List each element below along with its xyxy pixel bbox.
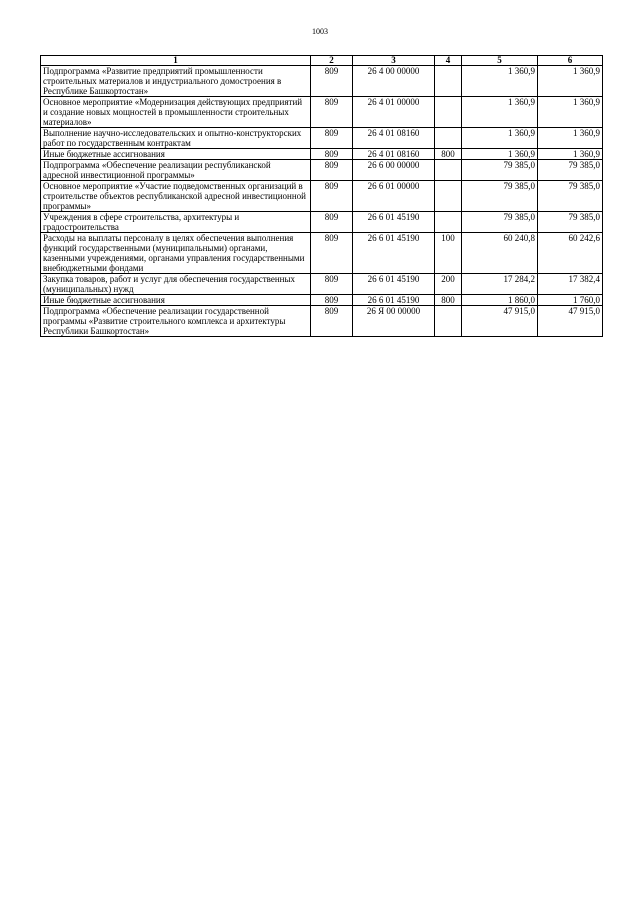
row-expense-type (435, 212, 462, 233)
row-target-article: 26 Я 00 00000 (353, 306, 435, 337)
row-amount-col5: 79 385,0 (462, 212, 538, 233)
row-expense-type (435, 128, 462, 149)
row-name: Расходы на выплаты персоналу в целях обеспечения выполнения функций государственными (муниципальными) органами, казенными учреждениями, органами управления государственными внебюджетными фондами (41, 233, 311, 274)
row-amount-col6: 1 360,9 (538, 66, 603, 97)
row-ministry-code: 809 (311, 274, 353, 295)
row-target-article: 26 6 00 00000 (353, 160, 435, 181)
row-ministry-code: 809 (311, 160, 353, 181)
row-ministry-code: 809 (311, 149, 353, 160)
row-name: Иные бюджетные ассигнования (41, 295, 311, 306)
row-ministry-code: 809 (311, 128, 353, 149)
row-target-article: 26 6 01 00000 (353, 181, 435, 212)
budget-table (40, 55, 603, 337)
row-expense-type: 800 (435, 149, 462, 160)
row-name: Подпрограмма «Обеспечение реализации республиканской адресной инвестиционной программы» (41, 160, 311, 181)
table-row (41, 149, 603, 160)
row-amount-col5: 1 360,9 (462, 149, 538, 160)
row-ministry-code: 809 (311, 233, 353, 274)
table-row (41, 66, 603, 97)
row-amount-col6: 60 242,6 (538, 233, 603, 274)
column-header: 3 (353, 56, 435, 66)
row-expense-type (435, 306, 462, 337)
row-amount-col5: 1 360,9 (462, 128, 538, 149)
row-target-article: 26 6 01 45190 (353, 274, 435, 295)
row-amount-col5: 79 385,0 (462, 160, 538, 181)
row-amount-col5: 47 915,0 (462, 306, 538, 337)
row-ministry-code: 809 (311, 295, 353, 306)
row-ministry-code: 809 (311, 66, 353, 97)
row-name: Выполнение научно-исследовательских и опытно-конструкторских работ по государственным контрактам (41, 128, 311, 149)
row-amount-col6: 1 760,0 (538, 295, 603, 306)
row-target-article: 26 4 01 08160 (353, 149, 435, 160)
row-name: Подпрограмма «Обеспечение реализации государственной программы «Развитие строительного комплекса и архитектуры Республики Башкортостан» (41, 306, 311, 337)
table-row (41, 212, 603, 233)
row-target-article: 26 4 00 00000 (353, 66, 435, 97)
row-amount-col6: 79 385,0 (538, 160, 603, 181)
row-name: Основное мероприятие «Участие подведомственных организаций в строительстве объектов республиканской адресной инвестиционной программы» (41, 181, 311, 212)
row-name: Учреждения в сфере строительства, архитектуры и градостроительства (41, 212, 311, 233)
column-header: 1 (41, 56, 311, 66)
row-name: Закупка товаров, работ и услуг для обеспечения государственных (муниципальных) нужд (41, 274, 311, 295)
row-target-article: 26 6 01 45190 (353, 295, 435, 306)
table-row (41, 181, 603, 212)
column-header: 5 (462, 56, 538, 66)
row-expense-type (435, 160, 462, 181)
row-amount-col5: 17 284,2 (462, 274, 538, 295)
row-amount-col6: 79 385,0 (538, 212, 603, 233)
row-amount-col5: 1 360,9 (462, 66, 538, 97)
table-row (41, 160, 603, 181)
row-amount-col5: 79 385,0 (462, 181, 538, 212)
row-amount-col6: 79 385,0 (538, 181, 603, 212)
row-amount-col6: 47 915,0 (538, 306, 603, 337)
row-amount-col5: 1 860,0 (462, 295, 538, 306)
row-expense-type (435, 181, 462, 212)
column-header: 4 (435, 56, 462, 66)
row-ministry-code: 809 (311, 212, 353, 233)
row-amount-col5: 60 240,8 (462, 233, 538, 274)
row-name: Основное мероприятие «Модернизация действующих предприятий и создание новых мощностей в промышленности строительных материалов» (41, 97, 311, 128)
column-header: 6 (538, 56, 603, 66)
table-row (41, 128, 603, 149)
row-target-article: 26 4 01 08160 (353, 128, 435, 149)
row-ministry-code: 809 (311, 181, 353, 212)
table-row (41, 274, 603, 295)
row-amount-col6: 1 360,9 (538, 128, 603, 149)
column-header: 2 (311, 56, 353, 66)
table-row (41, 233, 603, 274)
row-expense-type: 800 (435, 295, 462, 306)
row-ministry-code: 809 (311, 306, 353, 337)
table-row (41, 97, 603, 128)
row-ministry-code: 809 (311, 97, 353, 128)
row-expense-type: 100 (435, 233, 462, 274)
table-row (41, 295, 603, 306)
table-header-row (41, 56, 603, 66)
row-amount-col6: 1 360,9 (538, 97, 603, 128)
row-name: Иные бюджетные ассигнования (41, 149, 311, 160)
row-target-article: 26 6 01 45190 (353, 212, 435, 233)
row-amount-col6: 17 382,4 (538, 274, 603, 295)
row-name: Подпрограмма «Развитие предприятий промышленности строительных материалов и индустриального домостроения в Республике Башкортостан» (41, 66, 311, 97)
page-number: 1003 (312, 27, 328, 36)
table-row (41, 306, 603, 337)
row-amount-col5: 1 360,9 (462, 97, 538, 128)
row-expense-type: 200 (435, 274, 462, 295)
row-target-article: 26 4 01 00000 (353, 97, 435, 128)
row-target-article: 26 6 01 45190 (353, 233, 435, 274)
row-expense-type (435, 66, 462, 97)
row-expense-type (435, 97, 462, 128)
row-amount-col6: 1 360,9 (538, 149, 603, 160)
